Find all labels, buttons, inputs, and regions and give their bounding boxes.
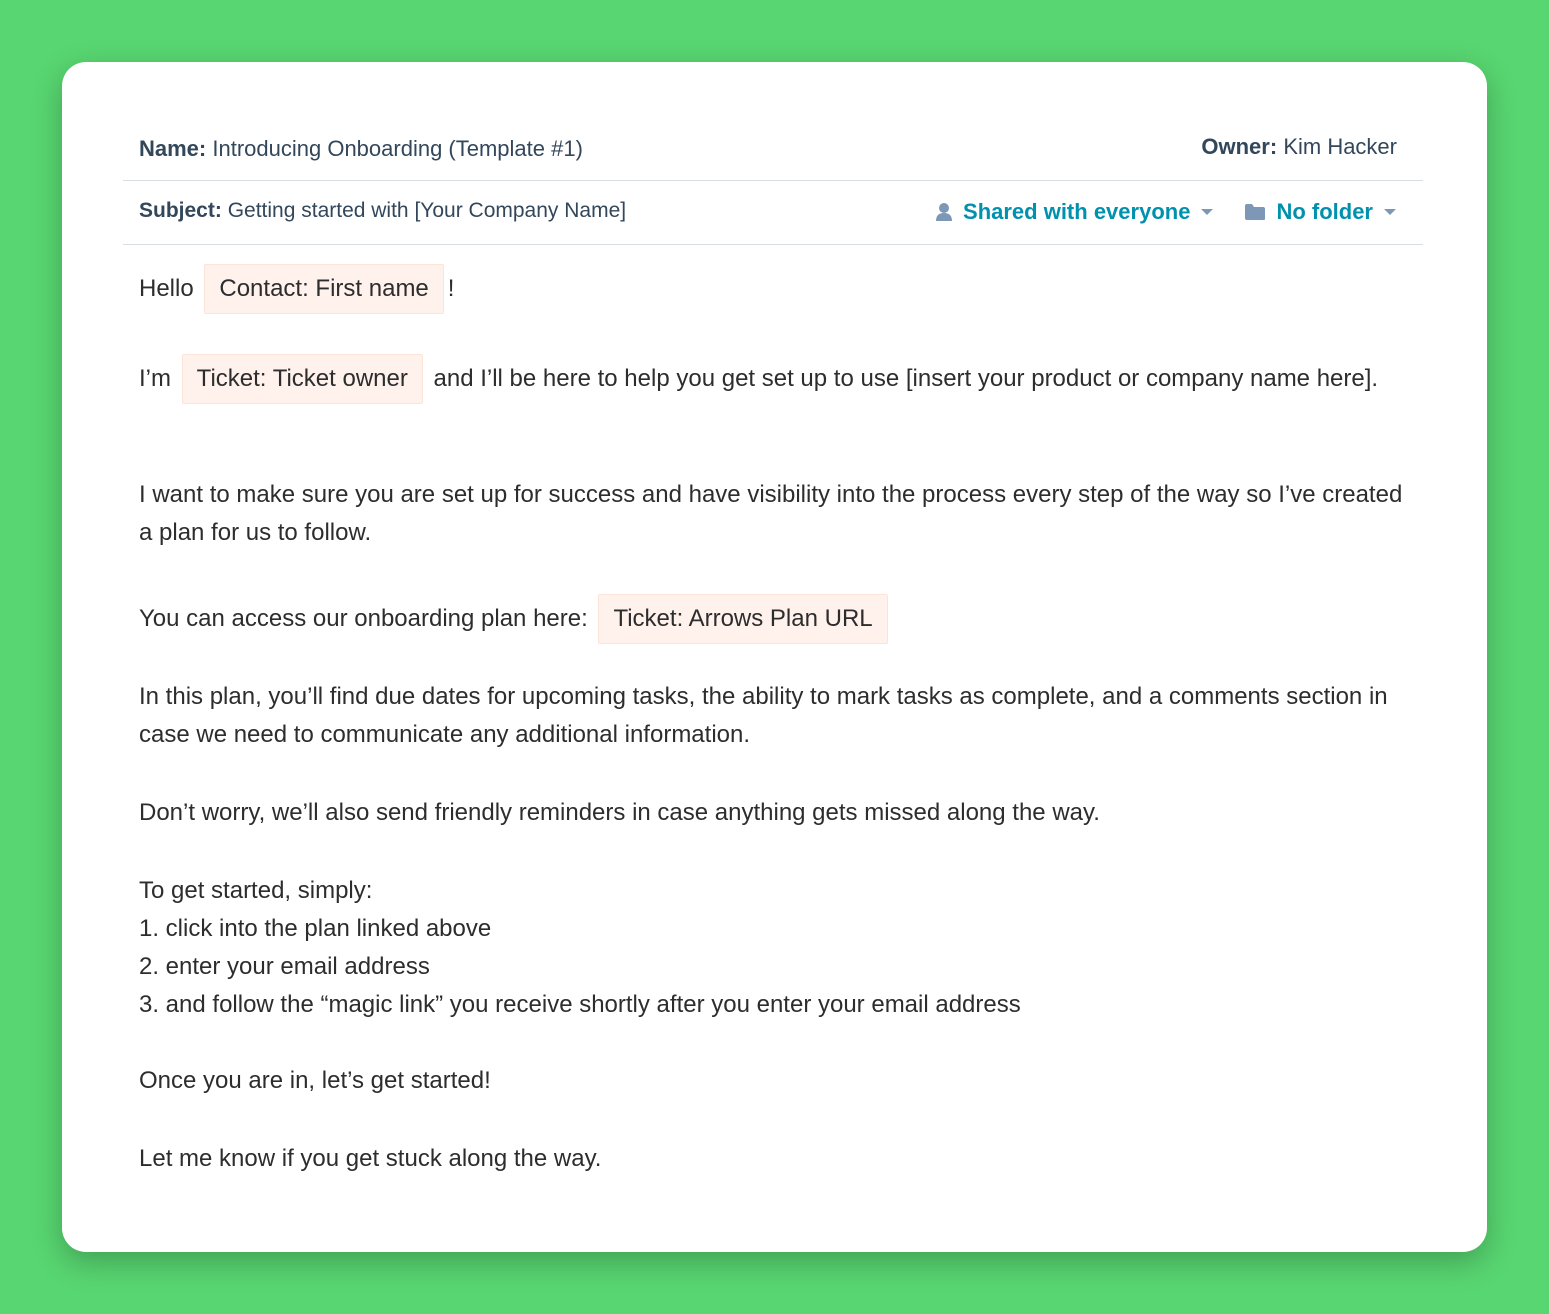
- intro-post: and I’ll be here to help you get set up to use [insert your product or company name here].: [433, 365, 1379, 392]
- intro-paragraph: [139, 354, 1378, 404]
- first-name-token[interactable]: Contact: First name: [204, 264, 443, 314]
- steps-block: [139, 872, 1021, 1024]
- chevron-down-icon: [1383, 208, 1397, 216]
- subject-row: [123, 180, 1423, 245]
- chevron-down-icon: [1200, 208, 1214, 216]
- sharing-label: Shared with everyone: [963, 199, 1191, 224]
- template-owner: [1201, 134, 1397, 160]
- plan-access-text: You can access our onboarding plan here:: [139, 605, 588, 632]
- folder-icon: [1244, 203, 1266, 221]
- reminders-paragraph: Don’t worry, we’ll also send friendly reminders in case anything gets missed along the way.: [139, 799, 1100, 826]
- steps-intro: To get started, simply:: [139, 877, 373, 904]
- template-name: [139, 136, 583, 162]
- ticket-owner-token[interactable]: Ticket: Ticket owner: [182, 354, 423, 404]
- success-paragraph: I want to make sure you are set up for success and have visibility into the process every step of the way so I’ve created a plan for us to follow.: [139, 481, 1403, 546]
- plan-details-paragraph: In this plan, you’ll find due dates for upcoming tasks, the ability to mark tasks as complete, and a comments section in case we need to communicate any additional information.: [139, 683, 1388, 748]
- list-item: 2. enter your email address: [139, 953, 430, 980]
- subject-label: Subject:: [139, 199, 222, 222]
- subject-value: Getting started with [Your Company Name]: [227, 199, 627, 222]
- list-item: 3. and follow the “magic link” you receive shortly after you enter your email address: [139, 991, 1021, 1018]
- folder-label: No folder: [1276, 199, 1373, 224]
- closing-paragraph: Let me know if you get stuck along the way.: [139, 1145, 602, 1172]
- plan-access-paragraph: [139, 594, 892, 644]
- plan-url-token[interactable]: Ticket: Arrows Plan URL: [598, 594, 887, 644]
- list-item: 1. click into the plan linked above: [139, 915, 492, 942]
- name-label: Name:: [139, 136, 207, 161]
- template-card: [62, 62, 1487, 1252]
- template-subject: [139, 199, 626, 223]
- get-started-paragraph: Once you are in, let’s get started!: [139, 1067, 491, 1094]
- owner-label: Owner:: [1201, 134, 1278, 159]
- template-meta-row: [123, 112, 1423, 181]
- name-value: Introducing Onboarding (Template #1): [212, 136, 583, 161]
- owner-value: Kim Hacker: [1283, 134, 1397, 159]
- sharing-dropdown[interactable]: [935, 199, 1214, 225]
- folder-dropdown[interactable]: [1244, 199, 1397, 225]
- intro-pre: I’m: [139, 365, 171, 392]
- user-icon: [935, 202, 953, 222]
- greeting-paragraph: [139, 264, 454, 314]
- greeting-text: Hello: [139, 275, 194, 302]
- greeting-punctuation: !: [447, 275, 455, 302]
